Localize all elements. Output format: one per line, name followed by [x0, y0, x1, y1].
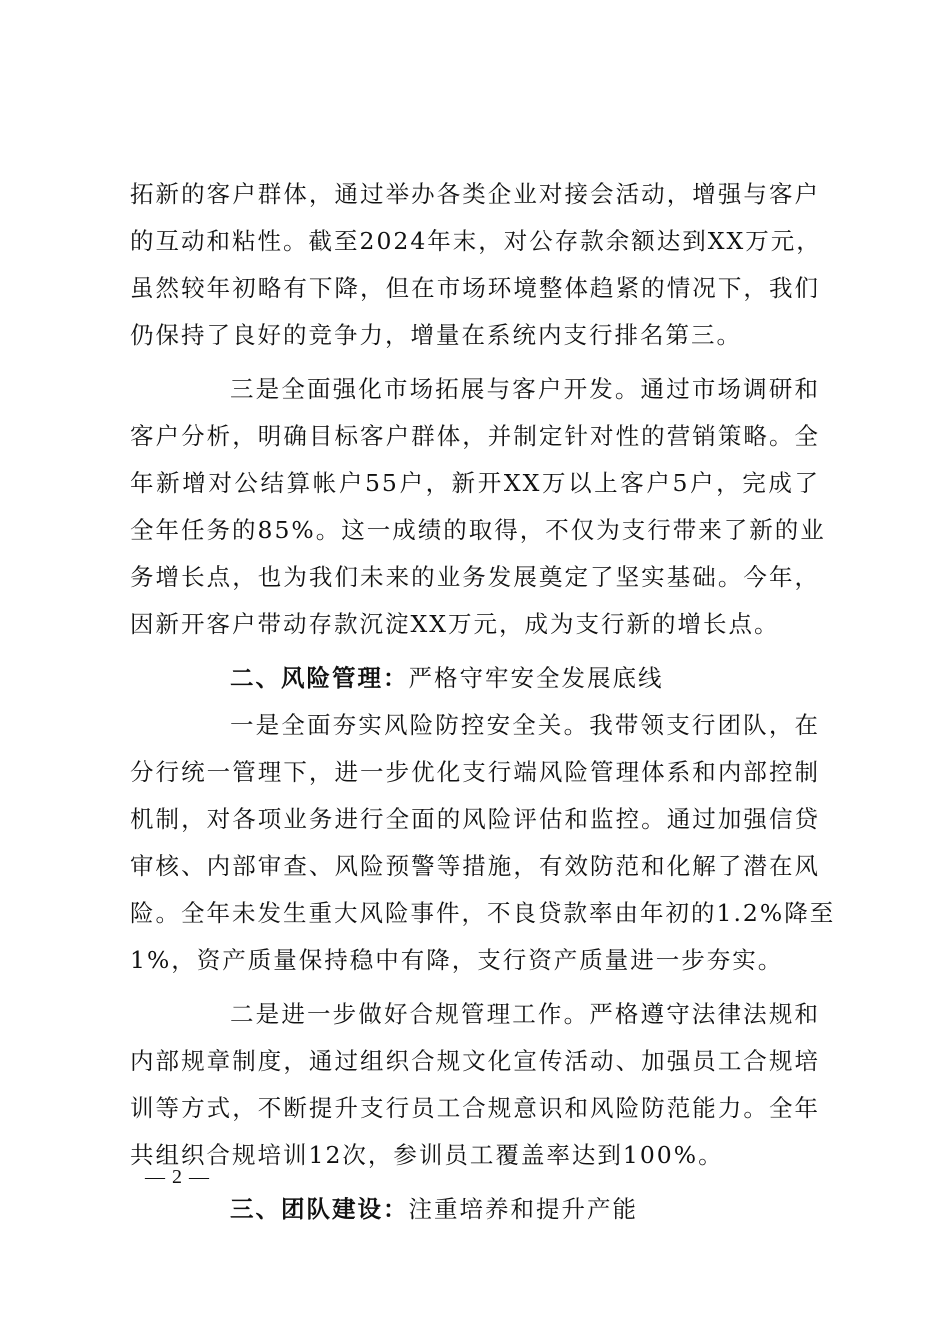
text-line: 共组织合规培训12次，参训员工覆盖率达到100%。: [130, 1141, 724, 1169]
section-heading-text: 严格守牢安全发展底线: [408, 664, 664, 692]
text-line: 训等方式，不断提升支行员工合规意识和风险防范能力。全年: [130, 1094, 820, 1122]
text-line: 客户分析，明确目标客户群体，并制定针对性的营销策略。全: [130, 422, 820, 450]
paragraph-risk-control: [130, 702, 836, 984]
text-line: 因新开客户带动存款沉淀XX万元，成为支行新的增长点。: [130, 610, 780, 638]
section-heading-risk-management: [130, 655, 820, 702]
paragraph-deposit-summary: [130, 171, 820, 359]
paragraph-gap: [130, 984, 820, 991]
section-heading-text: 注重培养和提升产能: [408, 1195, 638, 1223]
text-line: 仍保持了良好的竞争力，增量在系统内支行排名第三。: [130, 321, 742, 349]
paragraph-compliance: [130, 991, 820, 1179]
text-line: 内部规章制度，通过组织合规文化宣传活动、加强员工合规培: [130, 1047, 820, 1075]
text-line: 的互动和粘性。截至2024年末，对公存款余额达到XX万元，: [130, 227, 822, 255]
text-line: 一是全面夯实风险防控安全关。我带领支行团队，在: [230, 711, 820, 739]
text-line: 1%，资产质量保持稳中有降，支行资产质量进一步夯实。: [130, 946, 784, 974]
paragraph-market-expansion: [130, 366, 826, 648]
paragraph-gap: [130, 359, 820, 366]
page-number: — 2 —: [145, 1166, 210, 1188]
text-line: 全年任务的85%。这一成绩的取得，不仅为支行带来了新的业: [130, 516, 826, 544]
text-line: 审核、内部审查、风险预警等措施，有效防范和化解了潜在风: [130, 852, 820, 880]
text-line: 虽然较年初略有下降，但在市场环境整体趋紧的情况下，我们: [130, 274, 820, 302]
section-heading-team-building: [130, 1186, 820, 1233]
text-line: 二是进一步做好合规管理工作。严格遵守法律法规和: [230, 1000, 820, 1028]
text-line: 拓新的客户群体，通过举办各类企业对接会活动，增强与客户: [130, 180, 820, 208]
text-line: 分行统一管理下，进一步优化支行端风险管理体系和内部控制: [130, 758, 820, 786]
text-line: 务增长点，也为我们未来的业务发展奠定了坚实基础。今年，: [130, 563, 820, 591]
section-heading-label: 三、团队建设：: [230, 1195, 409, 1223]
text-line: 机制，对各项业务进行全面的风险评估和监控。通过加强信贷: [130, 805, 820, 833]
paragraph-gap: [130, 1179, 820, 1186]
text-line: 险。全年未发生重大风险事件，不良贷款率由年初的1.2%降至: [130, 899, 836, 927]
text-line: 年新增对公结算帐户55户，新开XX万以上客户5户，完成了: [130, 469, 820, 497]
section-heading-label: 二、风险管理：: [230, 664, 409, 692]
paragraph-gap: [130, 648, 820, 655]
document-body: [130, 171, 836, 1233]
text-line: 三是全面强化市场拓展与客户开发。通过市场调研和: [230, 375, 820, 403]
